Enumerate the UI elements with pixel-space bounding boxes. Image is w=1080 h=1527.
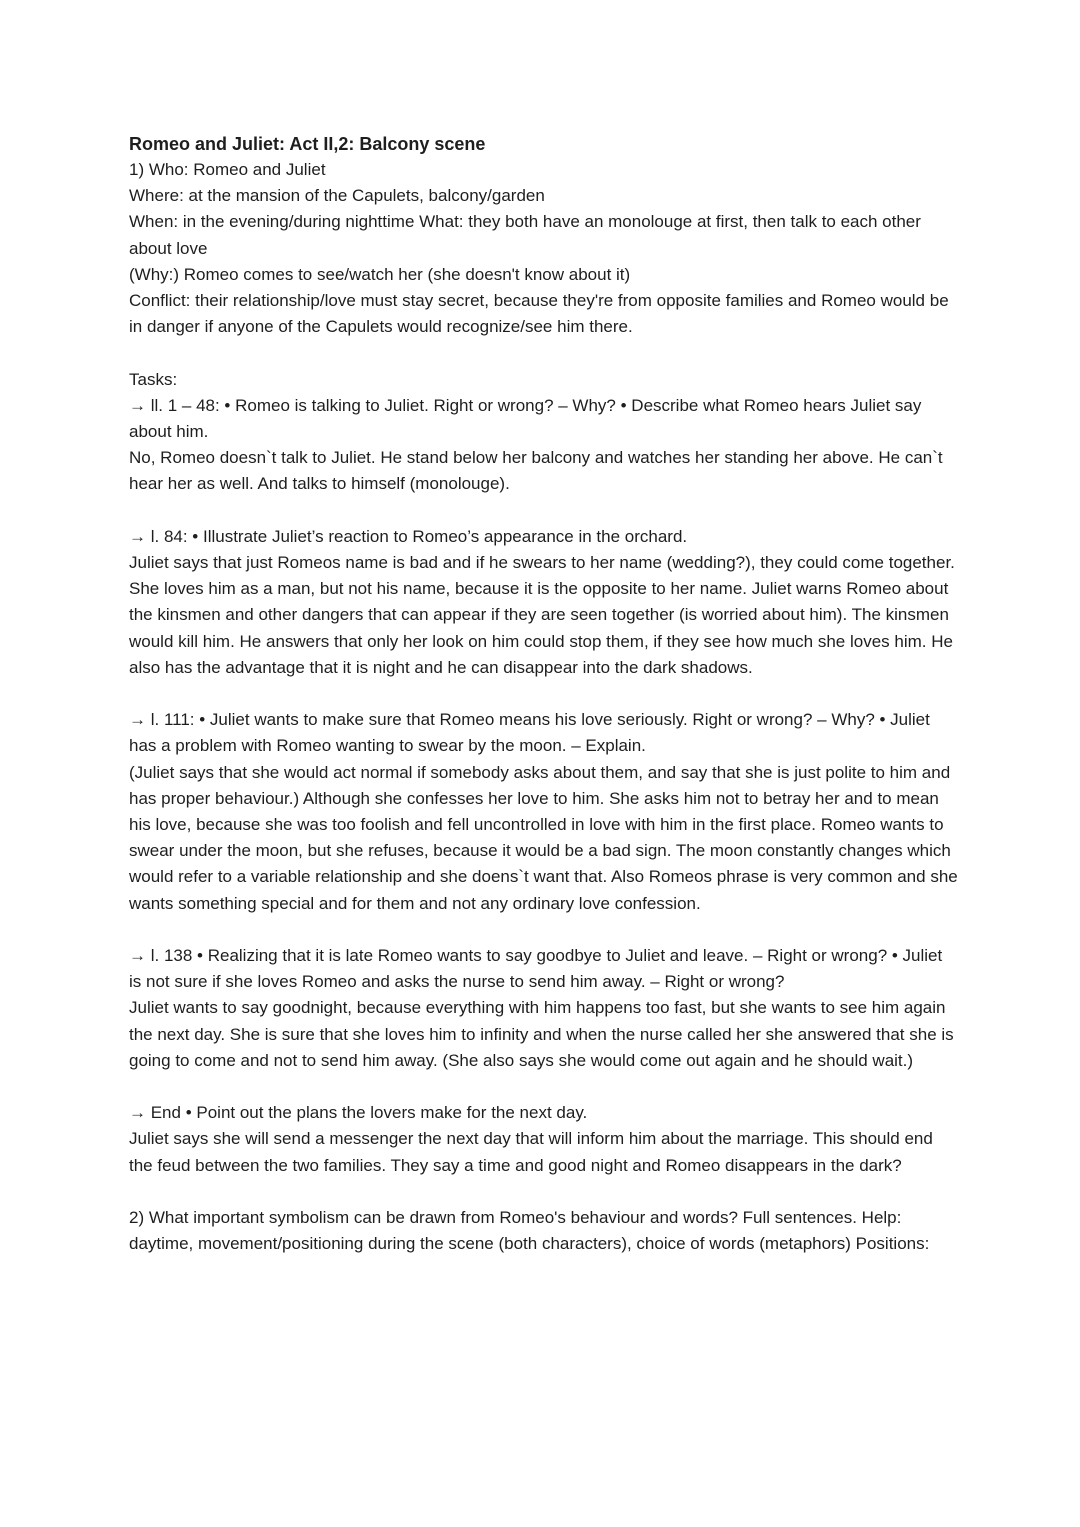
spacer <box>129 681 959 707</box>
task-answer: Juliet says that just Romeos name is bad and if he swears to her name (wedding?), they could come together. She loves him as a man, but not his name, because it is the opposite to her name. Juliet warns Romeo about the kinsmen and other dangers that can appear if they are seen together (is worried about him). The kinsmen would kill him. He answers that only her look on him could stop them, if they see how much she loves him. He also has the advantage that it is night and he can disappear into the dark shadows. <box>129 553 955 677</box>
task-answer: Juliet wants to say goodnight, because everything with him happens too fast, but she wants to see him again the next day. She is sure that she loves him to infinity and when the nurse called her she answered that she is going to come and not to send him away. (She also says she would come out again and he should wait.) <box>129 998 954 1070</box>
summary-why: (Why:) Romeo comes to see/watch her (she doesn't know about it) <box>129 264 631 284</box>
summary-when: When: in the evening/during nighttime What: they both have an monolouge at first, then talk to each other about love <box>129 212 921 258</box>
task-answer: (Juliet says that she would act normal if somebody asks about them, and say that she is just polite to him and has proper behaviour.) Although she confesses her love to him. She asks him not to betray her and to mean his love, because she was too foolish and fell uncontrolled in love with him in the first place. Romeo wants to swear under the moon, but she refuses, because it would be a bad sign. The moon constantly changes which would refer to a variable relationship and she doens`t want that. Also Romeos phrase is very common and she wants something special and for them and not any ordinary love confession. <box>129 762 958 913</box>
tasks-heading: Tasks: <box>129 369 178 389</box>
task-answer: Juliet says she will send a messenger the next day that will inform him about the marriage. This should end the feud between the two families. They say a time and good night and Romeo disappears in the dark? <box>129 1129 933 1175</box>
task-question: → ll. 1 – 48: • Romeo is talking to Juliet. Right or wrong? – Why? • Describe what Romeo hears Juliet say about him. <box>129 395 922 442</box>
spacer <box>129 498 959 524</box>
spacer <box>129 1179 959 1205</box>
summary-conflict: Conflict: their relationship/love must stay secret, because they're from opposite families and Romeo would be in danger if anyone of the Capulets would recognize/see him there. <box>129 291 949 337</box>
task-answer: No, Romeo doesn`t talk to Juliet. He stand below her balcony and watches her standing her above. He can`t hear her as well. And talks to himself (monolouge). <box>129 448 943 494</box>
spacer <box>129 1074 959 1100</box>
summary-who: 1) Who: Romeo and Juliet <box>129 160 326 179</box>
task-question: → End • Point out the plans the lovers make for the next day. <box>129 1103 588 1123</box>
task-question: → l. 138 • Realizing that it is late Romeo wants to say goodbye to Juliet and leave. – Right or wrong? • Juliet is not sure if she loves Romeo and asks the nurse to send him away. – Right or wrong? <box>129 946 943 992</box>
spacer <box>129 340 959 366</box>
spacer <box>129 917 959 943</box>
task-question: → l. 111: • Juliet wants to make sure that Romeo means his love seriously. Right or wrong? – Why? • Juliet has a problem with Romeo wanting to swear by the moon. – Explain. <box>129 710 930 756</box>
document-title: Romeo and Juliet: Act II,2: Balcony scene <box>129 134 486 154</box>
task-question: → l. 84: • Illustrate Juliet’s reaction to Romeo’s appearance in the orchard. <box>129 526 688 546</box>
summary-where: Where: at the mansion of the Capulets, balcony/garden <box>129 186 545 206</box>
question-2: 2) What important symbolism can be drawn from Romeo's behaviour and words? Full sentences. Help: daytime, movement/positioning during the scene (both characters), choice of words (metaphors) Positions: <box>129 1208 930 1254</box>
document-page <box>129 131 959 1257</box>
